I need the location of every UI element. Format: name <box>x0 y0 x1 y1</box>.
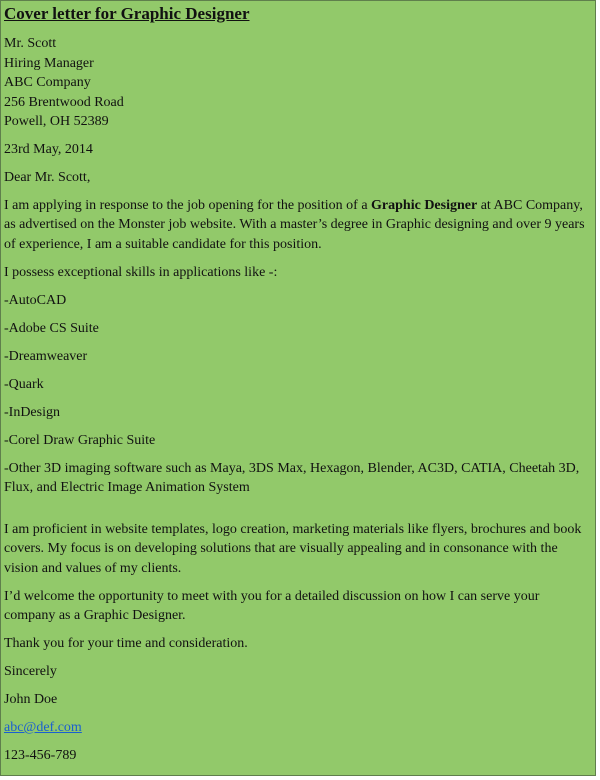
intro-text-before: I am applying in response to the job opening for the position of a <box>4 197 372 213</box>
skill-item: -Quark <box>4 376 44 392</box>
recipient-name: Mr. Scott <box>4 36 57 51</box>
skill-item: -AutoCAD <box>4 292 67 308</box>
skills-intro: I possess exceptional skills in applications like -: <box>4 264 278 280</box>
salutation: Dear Mr. Scott, <box>4 169 91 185</box>
intro-job-title: Graphic Designer <box>371 197 478 213</box>
skill-item: -Adobe CS Suite <box>4 320 99 336</box>
letter-date: 23rd May, 2014 <box>4 141 93 157</box>
contact-email-line <box>4 718 594 738</box>
contact-phone: 123-456-789 <box>4 748 77 763</box>
skills-list <box>4 291 594 498</box>
closing: Sincerely <box>4 664 57 679</box>
proficiency-paragraph: I am proficient in website templates, logo creation, marketing materials like flyers, brochures and book covers. My focus is on developing solutions that are visually appealing and in consonance with the vision and values of my clients. <box>4 521 582 576</box>
skill-item: -Other 3D imaging software such as Maya, 3DS Max, Hexagon, Blender, AC3D, CATIA, Cheetah 3D, Flux, and Electric Image Animation System <box>4 460 580 495</box>
thanks-paragraph: Thank you for your time and consideration. <box>4 636 248 651</box>
recipient-city: Powell, OH 52389 <box>4 114 109 129</box>
skill-item: -InDesign <box>4 404 60 420</box>
recipient-address <box>4 34 594 132</box>
recipient-company: ABC Company <box>4 75 91 90</box>
letter-title: Cover letter for Graphic Designer <box>4 4 250 23</box>
skill-item: -Dreamweaver <box>4 348 88 364</box>
skill-item: -Corel Draw Graphic Suite <box>4 432 156 448</box>
letter-content <box>4 4 594 774</box>
intro-text-after: at ABC Company, as advertised on the Monster job website. With a master’s degree in Graphic designing and over 9 years of experience, I am a suitable candidate for this position. <box>4 197 585 252</box>
signature-name: John Doe <box>4 692 58 707</box>
recipient-position: Hiring Manager <box>4 55 94 71</box>
recipient-street: 256 Brentwood Road <box>4 94 124 110</box>
intro-paragraph <box>4 196 594 255</box>
meeting-paragraph: I’d welcome the opportunity to meet with you for a detailed discussion on how I can serve your company as a Graphic Designer. <box>4 588 540 623</box>
email-link[interactable]: abc@def.com <box>4 720 82 735</box>
